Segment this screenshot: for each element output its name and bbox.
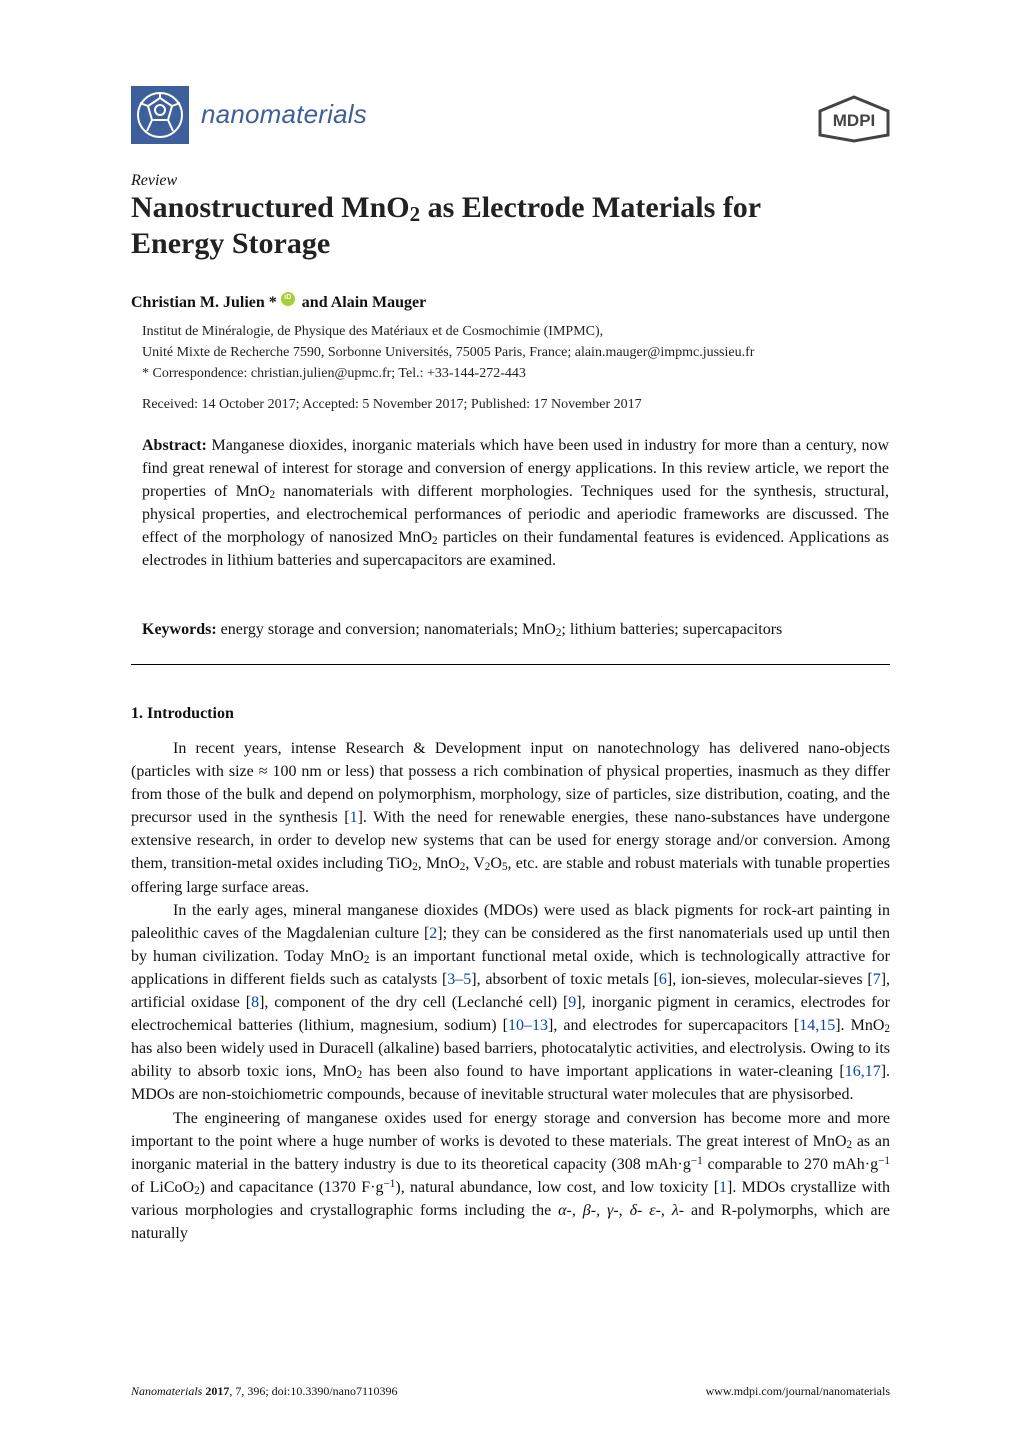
title-part: as Electrode Materials for	[420, 191, 762, 224]
superscript: −1	[878, 1154, 890, 1167]
text: ], component of the dry cell (Leclanché cell) [	[259, 994, 569, 1012]
text: has been also found to have important applications in water-cleaning [	[362, 1063, 845, 1081]
paragraph	[131, 737, 890, 899]
subscript: 2	[432, 535, 438, 548]
subscript: 2	[363, 954, 370, 967]
superscript: −1	[383, 1177, 396, 1190]
citation-link[interactable]: 3–5	[447, 970, 472, 988]
text: ), natural abundance, low cost, and low toxicity [	[395, 1178, 720, 1196]
journal-logo-icon	[131, 86, 189, 144]
text: ) and capacitance (1370 F·g	[199, 1178, 384, 1196]
authors	[131, 292, 426, 312]
citation-link[interactable]: 7	[872, 970, 881, 988]
correspondence-line: * Correspondence: christian.julien@upmc.fr; Tel.: +33-144-272-443	[142, 366, 526, 381]
introduction-body	[131, 737, 890, 1245]
subscript: 2	[356, 1069, 363, 1082]
text: comparable to 270 mAh·g	[702, 1155, 879, 1173]
keywords-text: ; lithium batteries; supercapacitors	[561, 621, 783, 638]
paragraph	[131, 1107, 890, 1246]
citation-link[interactable]: 8	[251, 994, 260, 1012]
text: ]; they can be considered as the first nanomaterials used up until then by human civilization. Today MnO	[131, 924, 890, 965]
publication-dates: Received: 14 October 2017; Accepted: 5 November 2017; Published: 17 November 2017	[142, 397, 642, 412]
text: O	[490, 855, 502, 873]
text: has also been widely used in Duracell (alkaline) based barriers, photocatalytic activities, and electrolysis. Owing to its ability to absorb toxic ions, MnO	[131, 1040, 890, 1081]
keywords-label: Keywords:	[142, 621, 217, 638]
subscript: 2	[555, 627, 562, 640]
footer-url[interactable]: www.mdpi.com/journal/nanomaterials	[705, 1384, 890, 1398]
title-part: Nanostructured MnO	[131, 191, 410, 224]
superscript: −1	[690, 1154, 703, 1167]
text: , V	[465, 855, 485, 873]
journal-header	[0, 0, 1020, 160]
title-subscript: 2	[409, 202, 421, 227]
citation-link[interactable]: 6	[658, 970, 667, 988]
text: ], absorbent of toxic metals [	[471, 970, 659, 988]
subscript: 2	[884, 1023, 891, 1036]
divider	[131, 664, 890, 665]
subscript: 2	[412, 861, 418, 874]
text: ]. MDOs crystallize with various morphologies and crystallographic forms including the	[131, 1178, 890, 1219]
abstract-text: particles on their fundamental features is evidenced. Applications as electrodes in lithium batteries and supercapacitors are examined.	[142, 529, 889, 570]
text: ], ion-sieves, molecular-sieves [	[666, 970, 873, 988]
abstract-text: Manganese dioxides, inorganic materials which have been used in industry for more than a century, now find great renewal of interest for storage and conversion of energy applications. In this review article, we report the properties of MnO	[142, 437, 889, 501]
title-part: Energy Storage	[131, 227, 331, 260]
text: In the early ages, mineral manganese dioxides (MDOs) were used as black pigments for rock-art painting in paleolithic caves of the Magdalenian culture [	[131, 901, 890, 942]
affiliation-line: Institut de Minéralogie, de Physique des Matériaux et de Cosmochimie (IMPMC),	[142, 324, 604, 339]
text: The engineering of manganese oxides used for energy storage and conversion has become more and more important to the point where a huge number of works is devoted to these materials. The great interest of MnO	[131, 1109, 890, 1150]
subscript: 5	[501, 861, 508, 874]
article-type: Review	[131, 172, 178, 189]
text: ]. With the need for renewable energies, these nano-substances have undergone extensive research, in order to develop new systems that can be used for energy storage and/or conversion. Among them, transition-metal oxides including TiO	[131, 809, 890, 873]
orcid-icon[interactable]: iD	[281, 292, 295, 306]
text: is an important functional metal oxide, which is technologically attractive for applications in different fields such as catalysts [	[131, 947, 891, 988]
subscript: 2	[846, 1138, 853, 1151]
text: ]. MnO	[835, 1017, 885, 1035]
author-name: Christian M. Julien	[131, 294, 265, 311]
citation-link[interactable]: 14,15	[799, 1017, 836, 1035]
abstract-label: Abstract:	[142, 437, 207, 454]
text: , etc. are stable and robust materials with tunable properties offering large surface areas.	[131, 855, 890, 896]
text: as an inorganic material in the battery industry is due to its theoretical capacity (308 mAh·g	[131, 1132, 890, 1173]
citation-link[interactable]: 10–13	[508, 1017, 548, 1035]
abstract	[142, 434, 889, 573]
corresponding-mark: *	[268, 294, 277, 311]
mdpi-logo-icon	[818, 95, 890, 143]
text: ], inorganic pigment in ceramics, electrodes for electrochemical batteries (lithium, magnesium, sodium) [	[131, 994, 890, 1035]
footer-journal: Nanomaterials	[131, 1384, 203, 1398]
subscript: 2	[459, 861, 466, 874]
greek-symbols: α-, β-, γ-, δ- ε-, λ-	[558, 1201, 685, 1219]
text: and R-polymorphs, which are naturally	[131, 1201, 891, 1242]
subscript: 2	[484, 861, 491, 874]
affiliation-line: Unité Mixte de Recherche 7590, Sorbonne Universités, 75005 Paris, France; alain.mauger@impmc.jussieu.fr	[142, 345, 755, 360]
citation-link[interactable]: 16,17	[844, 1063, 881, 1081]
subscript: 2	[269, 489, 276, 502]
citation-link[interactable]: 1	[349, 809, 358, 827]
citation-link[interactable]: 1	[719, 1178, 728, 1196]
keywords	[142, 618, 889, 641]
keywords-text: energy storage and conversion; nanomaterials; MnO	[216, 621, 556, 638]
abstract-text: nanomaterials with different morphologies. Techniques used for the synthesis, structural, physical properties, and electrochemical performances of periodic and aperiodic frameworks are discussed. The effect of the morphology of nanosized MnO	[142, 483, 889, 547]
section-heading: 1. Introduction	[131, 705, 234, 722]
article-title	[131, 190, 891, 262]
footer-citation	[131, 1384, 398, 1399]
text: of LiCoO	[131, 1178, 195, 1196]
text: In recent years, intense Research & Development input on nanotechnology has delivered nano-objects (particles with size ≈ 100 nm or less) that possess a rich combination of physical properties, inasmuch as they differ from those of the bulk and depend on polymorphism, morphology, size of particles, size distribution, coating, and the precursor used in the synthesis [	[131, 740, 890, 827]
footer-doi: , 7, 396; doi:10.3390/nano7110396	[229, 1384, 398, 1398]
subscript: 2	[194, 1185, 200, 1198]
text: ]. MDOs are non-stoichiometric compounds, because of inevitable structural water molecules that are physisorbed.	[131, 1063, 891, 1104]
citation-link[interactable]: 2	[429, 924, 438, 942]
author-name: and Alain Mauger	[301, 294, 427, 311]
journal-name: nanomaterials	[201, 99, 367, 129]
citation-link[interactable]: 9	[568, 994, 577, 1012]
text: , MnO	[417, 855, 460, 873]
text: ], artificial oxidase [	[131, 970, 891, 1012]
footer-year: 2017	[205, 1384, 230, 1398]
paragraph	[131, 899, 890, 1107]
text: ], and electrodes for supercapacitors [	[548, 1017, 800, 1035]
publisher-name: MDPI	[832, 111, 876, 130]
